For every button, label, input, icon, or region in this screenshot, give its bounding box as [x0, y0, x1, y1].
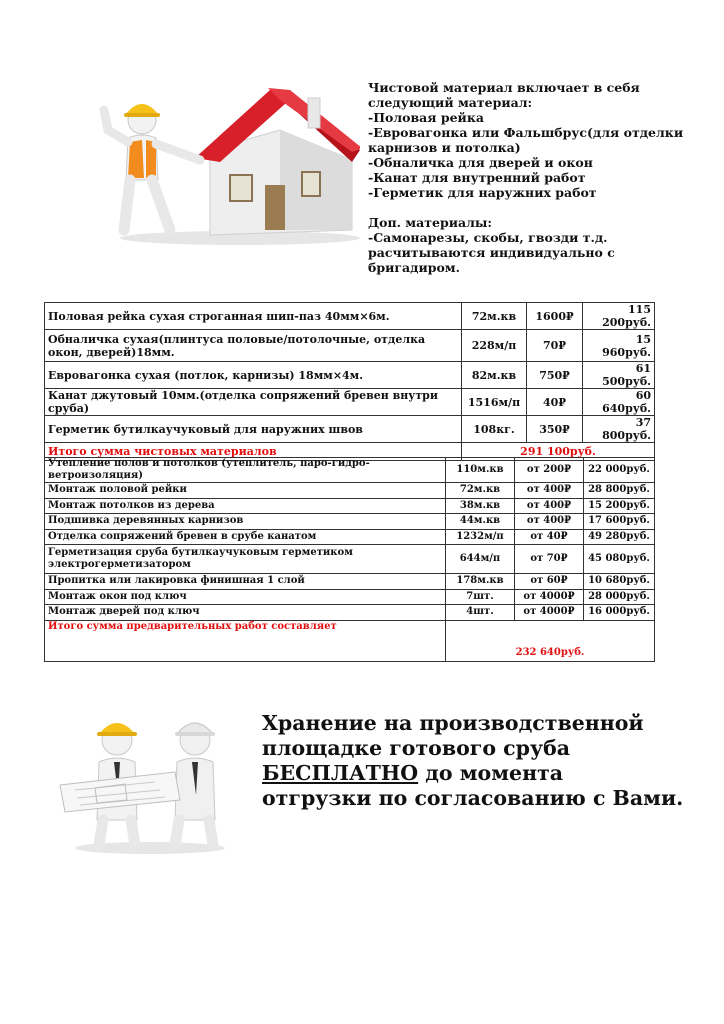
total-row — [45, 620, 655, 661]
table-row — [45, 389, 655, 416]
total-value: 232 640руб. — [446, 620, 655, 661]
storage-line-rest: до момента — [418, 761, 564, 785]
work-price: от 400₽ — [515, 514, 584, 530]
free-highlight: БЕСПЛАТНО — [262, 761, 419, 785]
work-sum: 16 000руб. — [584, 605, 655, 621]
item-price: 70₽ — [527, 330, 583, 362]
table-row — [45, 574, 655, 590]
table-row — [45, 416, 655, 443]
intro-line: Чистовой материал включает в себя — [368, 80, 640, 95]
work-name: Пропитка или лакировка финишная 1 слой — [45, 574, 446, 590]
work-name: Подшивка деревянных карнизов — [45, 514, 446, 530]
extra-line: -Самонарезы, скобы, гвозди т.д. — [368, 230, 608, 245]
work-quantity: 4шт. — [446, 605, 515, 621]
preliminary-works-table — [44, 457, 655, 662]
item-quantity: 1516м/п — [462, 389, 527, 416]
intro-line: -Половая рейка — [368, 110, 484, 125]
item-quantity: 108кг. — [462, 416, 527, 443]
work-sum: 45 080руб. — [584, 545, 655, 574]
table-row — [45, 362, 655, 389]
work-name: Монтаж половой рейки — [45, 483, 446, 499]
item-sum: 115 200руб. — [583, 303, 655, 330]
item-sum: 37 800руб. — [583, 416, 655, 443]
work-quantity: 110м.кв — [446, 458, 515, 483]
work-quantity: 7шт. — [446, 589, 515, 605]
work-sum: 28 800руб. — [584, 483, 655, 499]
intro-line: -Евровагонка или Фальшбрус(для отделки — [368, 125, 684, 140]
extra-line: расчитываются индивидуально с — [368, 245, 615, 260]
work-sum: 15 200руб. — [584, 498, 655, 514]
table-row — [45, 483, 655, 499]
extra-line: Доп. материалы: — [368, 215, 493, 230]
storage-line: отгрузки по согласованию с Вами. — [262, 786, 684, 810]
work-quantity: 1232м/п — [446, 529, 515, 545]
work-price: от 4000₽ — [515, 605, 584, 621]
work-name: Герметизация сруба бутилкаучуковым герметиком электрогерметизатором — [45, 545, 446, 574]
work-price: от 4000₽ — [515, 589, 584, 605]
free-storage-notice — [262, 711, 702, 811]
finishing-materials-table — [44, 302, 655, 461]
work-price: от 400₽ — [515, 498, 584, 514]
table-row — [45, 605, 655, 621]
table-row — [45, 529, 655, 545]
table-row — [45, 458, 655, 483]
work-name: Утепление полов и потолков (утеплитель, паро-гидро-ветроизоляция) — [45, 458, 446, 483]
table-row — [45, 330, 655, 362]
work-sum: 10 680руб. — [584, 574, 655, 590]
intro-line: карнизов и потолка) — [368, 140, 521, 155]
work-price: от 70₽ — [515, 545, 584, 574]
table-row — [45, 589, 655, 605]
work-price: от 200₽ — [515, 458, 584, 483]
intro-line: -Обналичка для дверей и окон — [368, 155, 593, 170]
engineers-with-blueprint-icon — [55, 700, 240, 855]
intro-line: -Канат для внутренний работ — [368, 170, 586, 185]
work-price: от 400₽ — [515, 483, 584, 499]
builder-with-house-icon — [90, 80, 360, 245]
item-sum: 15 960руб. — [583, 330, 655, 362]
item-price: 350₽ — [527, 416, 583, 443]
work-quantity: 178м.кв — [446, 574, 515, 590]
work-name: Отделка сопряжений бревен в срубе канатом — [45, 529, 446, 545]
item-name: Обналичка сухая(плинтуса половые/потолочные, отделка окон, дверей)18мм. — [45, 330, 462, 362]
work-sum: 22 000руб. — [584, 458, 655, 483]
table-row — [45, 514, 655, 530]
work-quantity: 644м/п — [446, 545, 515, 574]
item-quantity: 72м.кв — [462, 303, 527, 330]
item-quantity: 82м.кв — [462, 362, 527, 389]
work-price: от 60₽ — [515, 574, 584, 590]
total-label: Итого сумма чистовых материалов — [45, 443, 462, 461]
intro-line: -Герметик для наружних работ — [368, 185, 597, 200]
work-name: Монтаж потолков из дерева — [45, 498, 446, 514]
item-name: Половая рейка сухая строганная шип-паз 40мм×6м. — [45, 303, 462, 330]
finishing-materials-description — [368, 80, 713, 275]
work-sum: 17 600руб. — [584, 514, 655, 530]
table-row — [45, 498, 655, 514]
work-price: от 40₽ — [515, 529, 584, 545]
item-sum: 60 640руб. — [583, 389, 655, 416]
storage-line — [262, 761, 702, 786]
item-price: 40₽ — [527, 389, 583, 416]
storage-line: площадке готового сруба — [262, 736, 571, 760]
work-name: Монтаж дверей под ключ — [45, 605, 446, 621]
item-name: Евровагонка сухая (потлок, карнизы) 18мм×4м. — [45, 362, 462, 389]
item-price: 750₽ — [527, 362, 583, 389]
work-quantity: 38м.кв — [446, 498, 515, 514]
work-quantity: 72м.кв — [446, 483, 515, 499]
item-price: 1600₽ — [527, 303, 583, 330]
work-sum: 28 000руб. — [584, 589, 655, 605]
item-sum: 61 500руб. — [583, 362, 655, 389]
total-value: 291 100руб. — [462, 443, 655, 461]
work-name: Монтаж окон под ключ — [45, 589, 446, 605]
table-row — [45, 303, 655, 330]
intro-line: следующий материал: — [368, 95, 533, 110]
extra-line: бригадиром. — [368, 260, 460, 275]
item-name: Канат джутовый 10мм.(отделка сопряжений бревен внутри сруба) — [45, 389, 462, 416]
item-quantity: 228м/п — [462, 330, 527, 362]
table-row — [45, 545, 655, 574]
work-quantity: 44м.кв — [446, 514, 515, 530]
storage-line: Хранение на производственной — [262, 711, 644, 735]
work-sum: 49 280руб. — [584, 529, 655, 545]
item-name: Герметик бутилкаучуковый для наружних швов — [45, 416, 462, 443]
total-label: Итого сумма предварительных работ составляет — [45, 620, 446, 661]
